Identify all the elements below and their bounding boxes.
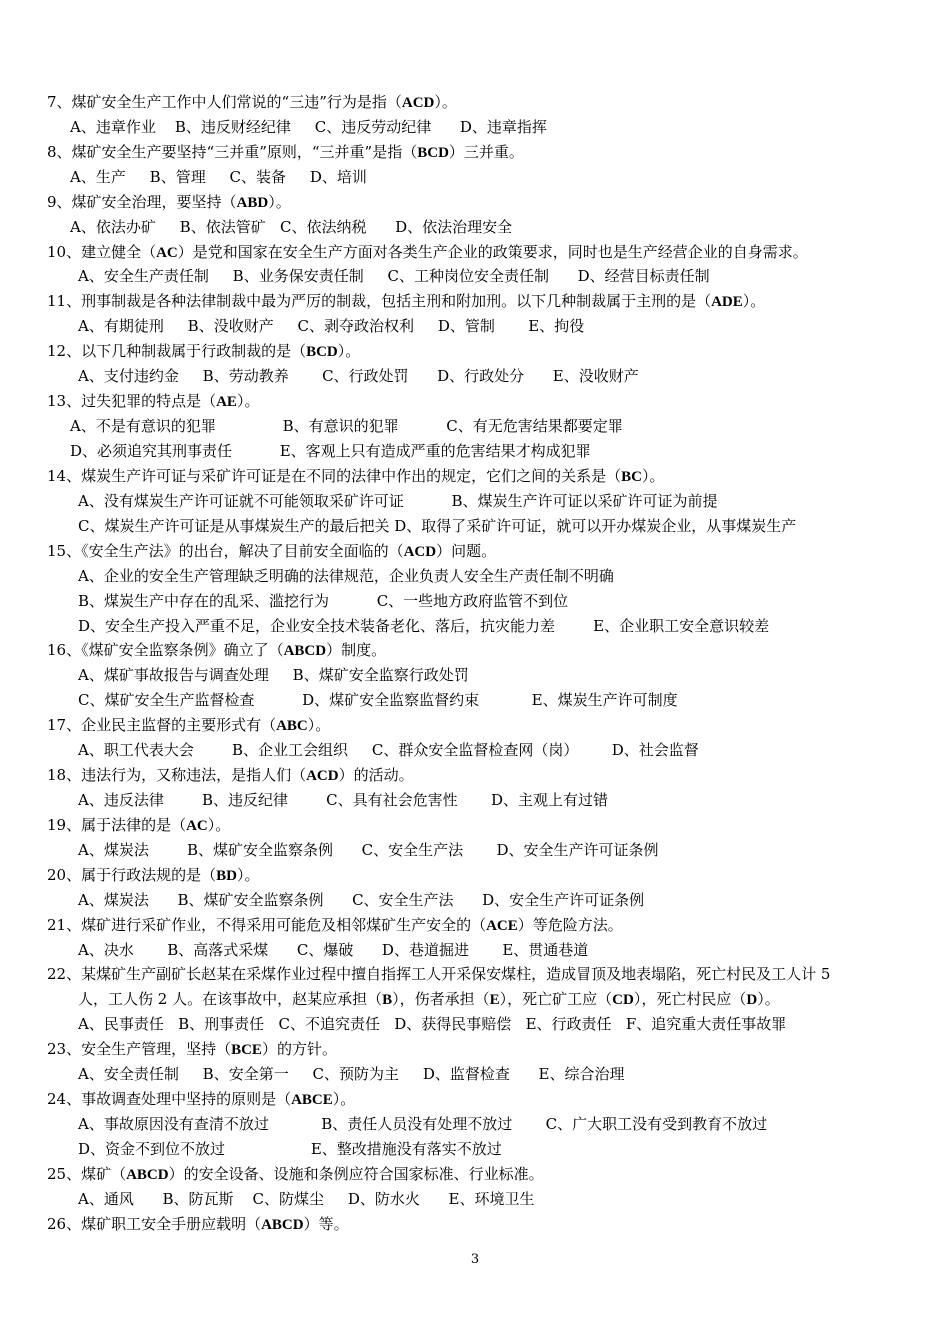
answer-key: AC bbox=[186, 818, 208, 834]
answer-key: B bbox=[382, 992, 393, 1008]
line-text: ）三并重。 bbox=[448, 143, 524, 161]
text-line bbox=[78, 1062, 624, 1086]
line-text: ）是党和国家在安全生产方面对各类生产企业的政策要求，同时也是生产经营企业的自身需求。 bbox=[177, 243, 808, 261]
line-text: ）的活动。 bbox=[338, 766, 414, 784]
line-text: ）的方针。 bbox=[261, 1040, 337, 1058]
line-text: ）。 bbox=[268, 193, 291, 211]
answer-key: ABCD bbox=[283, 643, 327, 659]
line-text: 12、以下几种制裁属于行政制裁的是（ bbox=[47, 342, 307, 360]
line-text: ）问题。 bbox=[436, 542, 497, 560]
text-line bbox=[47, 1162, 544, 1186]
answer-key: CD bbox=[612, 992, 634, 1008]
line-text: A、民事责任 B、刑事责任 C、不追究责任 D、获得民事赔偿 E、行政责任 F、追究重大责任事故罪 bbox=[78, 1015, 787, 1033]
answer-key: D bbox=[746, 992, 758, 1008]
line-text: A、决水 B、高落式采煤 C、爆破 D、巷道掘进 E、贯通巷道 bbox=[78, 941, 589, 959]
text-line bbox=[78, 1012, 786, 1036]
text-line bbox=[47, 763, 414, 787]
text-line bbox=[47, 1037, 337, 1061]
line-text: A、安全生产责任制 B、业务保安责任制 C、工种岗位安全责任制 D、经营目标责任制 bbox=[78, 267, 710, 285]
line-text: 13、过失犯罪的特点是（ bbox=[47, 392, 217, 410]
line-text: 15、《安全生产法》的出台，解决了目前安全面临的（ bbox=[47, 542, 404, 560]
page-number: 3 bbox=[470, 1252, 480, 1267]
line-text: 26、煤矿职工安全手册应载明（ bbox=[47, 1215, 262, 1233]
line-text: 17、企业民主监督的主要形式有（ bbox=[47, 716, 277, 734]
text-line bbox=[78, 1187, 534, 1211]
text-line bbox=[47, 464, 664, 488]
text-line bbox=[47, 240, 808, 264]
line-text: 14、煤炭生产许可证与采矿许可证是在不同的法律中作出的规定，它们之间的关系是（ bbox=[47, 467, 622, 485]
line-text: ）。 bbox=[307, 716, 331, 734]
line-text: D、资金不到位不放过 E、整改措施没有落实不放过 bbox=[78, 1140, 502, 1158]
text-line bbox=[78, 738, 699, 762]
text-line bbox=[47, 90, 457, 114]
text-line bbox=[47, 813, 230, 837]
line-text: 21、煤矿进行采矿作业，不得采用可能危及相邻煤矿生产安全的（ bbox=[47, 916, 487, 934]
text-line bbox=[78, 514, 796, 538]
text-line bbox=[78, 987, 780, 1011]
line-text: 11、刑事制裁是各种法律制裁中最为严厉的制裁，包括主刑和附加刑。以下几种制裁属于主刑的是（ bbox=[47, 292, 712, 310]
text-line bbox=[47, 539, 496, 563]
line-text: ）。 bbox=[434, 93, 457, 111]
text-line bbox=[78, 938, 588, 962]
text-line bbox=[47, 962, 830, 986]
line-text: ）。 bbox=[641, 467, 665, 485]
text-line bbox=[47, 190, 291, 214]
answer-key: BCD bbox=[417, 145, 449, 161]
text-line bbox=[47, 913, 623, 937]
answer-key: AC bbox=[156, 245, 178, 261]
answer-key: BC bbox=[621, 469, 642, 485]
line-text: 19、属于法律的是（ bbox=[47, 816, 187, 834]
line-text: 8、煤矿安全生产要坚持“三并重”原则，“三并重”是指（ bbox=[47, 143, 418, 161]
text-line bbox=[78, 688, 678, 712]
text-line bbox=[47, 339, 360, 363]
text-line bbox=[70, 215, 512, 239]
line-text: A、煤炭法 B、煤矿安全监察条例 C、安全生产法 D、安全生产许可证条例 bbox=[78, 841, 659, 859]
answer-key: ABCE bbox=[291, 1092, 333, 1108]
text-line bbox=[47, 389, 259, 413]
text-line bbox=[47, 1087, 355, 1111]
text-line bbox=[78, 589, 568, 613]
line-text: 7、煤矿安全生产工作中人们常说的“三违”行为是指（ bbox=[47, 93, 402, 111]
text-line bbox=[47, 863, 259, 887]
text-line bbox=[70, 165, 367, 189]
text-line bbox=[78, 838, 659, 862]
answer-key: ACD bbox=[401, 95, 435, 111]
text-line bbox=[78, 489, 718, 513]
line-text: A、通风 B、防瓦斯 C、防煤尘 D、防水火 E、环境卫生 bbox=[78, 1190, 535, 1208]
answer-key: ADE bbox=[711, 294, 743, 310]
line-text: ）等危险方法。 bbox=[517, 916, 623, 934]
text-line bbox=[47, 289, 765, 313]
line-text: D、必须追究其刑事责任 E、客观上只有造成严重的危害结果才构成犯罪 bbox=[70, 442, 591, 460]
line-text: ）。 bbox=[236, 866, 260, 884]
line-text: ）。 bbox=[337, 342, 361, 360]
answer-key: ABCD bbox=[261, 1217, 304, 1233]
answer-key: AE bbox=[216, 394, 237, 410]
line-text: D、安全生产投入严重不足，企业安全技术装备老化、落后，抗灾能力差 E、企业职工安全意识较差 bbox=[78, 617, 770, 635]
line-text: ）。 bbox=[757, 990, 780, 1008]
line-text: ）的安全设备、设施和条例应符合国家标准、行业标准。 bbox=[168, 1165, 544, 1183]
text-line bbox=[70, 414, 623, 438]
line-text: 9、煤矿安全治理，要坚持（ bbox=[47, 193, 237, 211]
text-line bbox=[78, 1137, 502, 1161]
text-line bbox=[47, 713, 330, 737]
text-line bbox=[70, 115, 547, 139]
line-text: 人，工人伤 2 人。在该事故中，赵某应承担（ bbox=[78, 990, 383, 1008]
line-text: 22、某煤矿生产副矿长赵某在采煤作业过程中擅自指挥工人开采保安煤柱，造成冒顶及地表塌陷，死亡村民及工人计 5 bbox=[47, 965, 831, 983]
line-text: ）等。 bbox=[303, 1215, 349, 1233]
line-text: C、煤矿安全生产监督检查 D、煤矿安全监察监督约束 E、煤炭生产许可制度 bbox=[78, 691, 678, 709]
line-text: ），伤者承担（ bbox=[392, 990, 490, 1008]
answer-key: BCE bbox=[231, 1042, 262, 1058]
answer-key: E bbox=[489, 992, 500, 1008]
text-line bbox=[78, 1112, 767, 1136]
answer-key: ABC bbox=[276, 718, 308, 734]
answer-key: ACE bbox=[486, 918, 518, 934]
line-text: A、支付违约金 B、劳动教养 C、行政处罚 D、行政处分 E、没收财产 bbox=[78, 367, 639, 385]
line-text: A、有期徒刑 B、没收财产 C、剥夺政治权利 D、管制 E、拘役 bbox=[78, 317, 585, 335]
text-line bbox=[78, 663, 469, 687]
line-text: ），死亡矿工应（ bbox=[499, 990, 613, 1008]
text-line bbox=[78, 364, 639, 388]
line-text: A、煤矿事故报告与调查处理 B、煤矿安全监察行政处罚 bbox=[78, 666, 469, 684]
text-line bbox=[47, 638, 386, 662]
line-text: 24、事故调查处理中坚持的原则是（ bbox=[47, 1090, 292, 1108]
line-text: 23、安全生产管理，坚持（ bbox=[47, 1040, 232, 1058]
line-text: A、安全责任制 B、安全第一 C、预防为主 D、监督检查 E、综合治理 bbox=[78, 1065, 625, 1083]
line-text: ）。 bbox=[332, 1090, 356, 1108]
text-line bbox=[47, 140, 524, 164]
line-text: A、煤炭法 B、煤矿安全监察条例 C、安全生产法 D、安全生产许可证条例 bbox=[78, 891, 645, 909]
line-text: A、依法办矿 B、依法管矿 C、依法纳税 D、依法治理安全 bbox=[70, 218, 513, 236]
answer-key: ACD bbox=[306, 768, 339, 784]
answer-key: ABD bbox=[236, 195, 269, 211]
line-text: ）。 bbox=[236, 392, 260, 410]
line-text: A、企业的安全生产管理缺乏明确的法律规范，企业负责人安全生产责任制不明确 bbox=[78, 567, 614, 585]
line-text: ），死亡村民应（ bbox=[633, 990, 747, 1008]
text-line bbox=[78, 314, 584, 338]
text-line bbox=[78, 264, 710, 288]
line-text: B、煤炭生产中存在的乱采、滥挖行为 C、一些地方政府监管不到位 bbox=[78, 592, 569, 610]
answer-key: ACD bbox=[403, 544, 437, 560]
line-text: C、煤炭生产许可证是从事煤炭生产的最后把关 D、取得了采矿许可证，就可以开办煤炭企业，从事煤炭生产 bbox=[78, 517, 797, 535]
answer-key: BD bbox=[216, 868, 237, 884]
text-line bbox=[70, 439, 591, 463]
text-line bbox=[47, 1212, 349, 1236]
line-text: A、违反法律 B、违反纪律 C、具有社会危害性 D、主观上有过错 bbox=[78, 791, 609, 809]
line-text: A、生产 B、管理 C、装备 D、培训 bbox=[70, 168, 367, 186]
line-text: A、职工代表大会 B、企业工会组织 C、群众安全监督检查网（岗） D、社会监督 bbox=[78, 741, 699, 759]
answer-key: BCD bbox=[306, 344, 338, 360]
line-text: A、事故原因没有查清不放过 B、责任人员没有处理不放过 C、广大职工没有受到教育不放过 bbox=[78, 1115, 768, 1133]
line-text: 18、违法行为，又称违法，是指人们（ bbox=[47, 766, 307, 784]
line-text: 20、属于行政法规的是（ bbox=[47, 866, 217, 884]
text-line bbox=[78, 614, 769, 638]
line-text: 10、建立健全（ bbox=[47, 243, 157, 261]
line-text: ）制度。 bbox=[326, 641, 387, 659]
text-line bbox=[78, 564, 614, 588]
line-text: 16、《煤矿安全监察条例》确立了（ bbox=[47, 641, 284, 659]
line-text: 25、煤矿（ bbox=[47, 1165, 127, 1183]
text-line bbox=[78, 888, 644, 912]
line-text: ）。 bbox=[742, 292, 766, 310]
line-text: A、不是有意识的犯罪 B、有意识的犯罪 C、有无危害结果都要定罪 bbox=[70, 417, 623, 435]
line-text: A、没有煤炭生产许可证就不可能领取采矿许可证 B、煤炭生产许可证以采矿许可证为前提 bbox=[78, 492, 718, 510]
line-text: ）。 bbox=[207, 816, 231, 834]
line-text: A、违章作业 B、违反财经纪律 C、违反劳动纪律 D、违章指挥 bbox=[70, 118, 547, 136]
text-line bbox=[78, 788, 608, 812]
answer-key: ABCD bbox=[126, 1167, 169, 1183]
